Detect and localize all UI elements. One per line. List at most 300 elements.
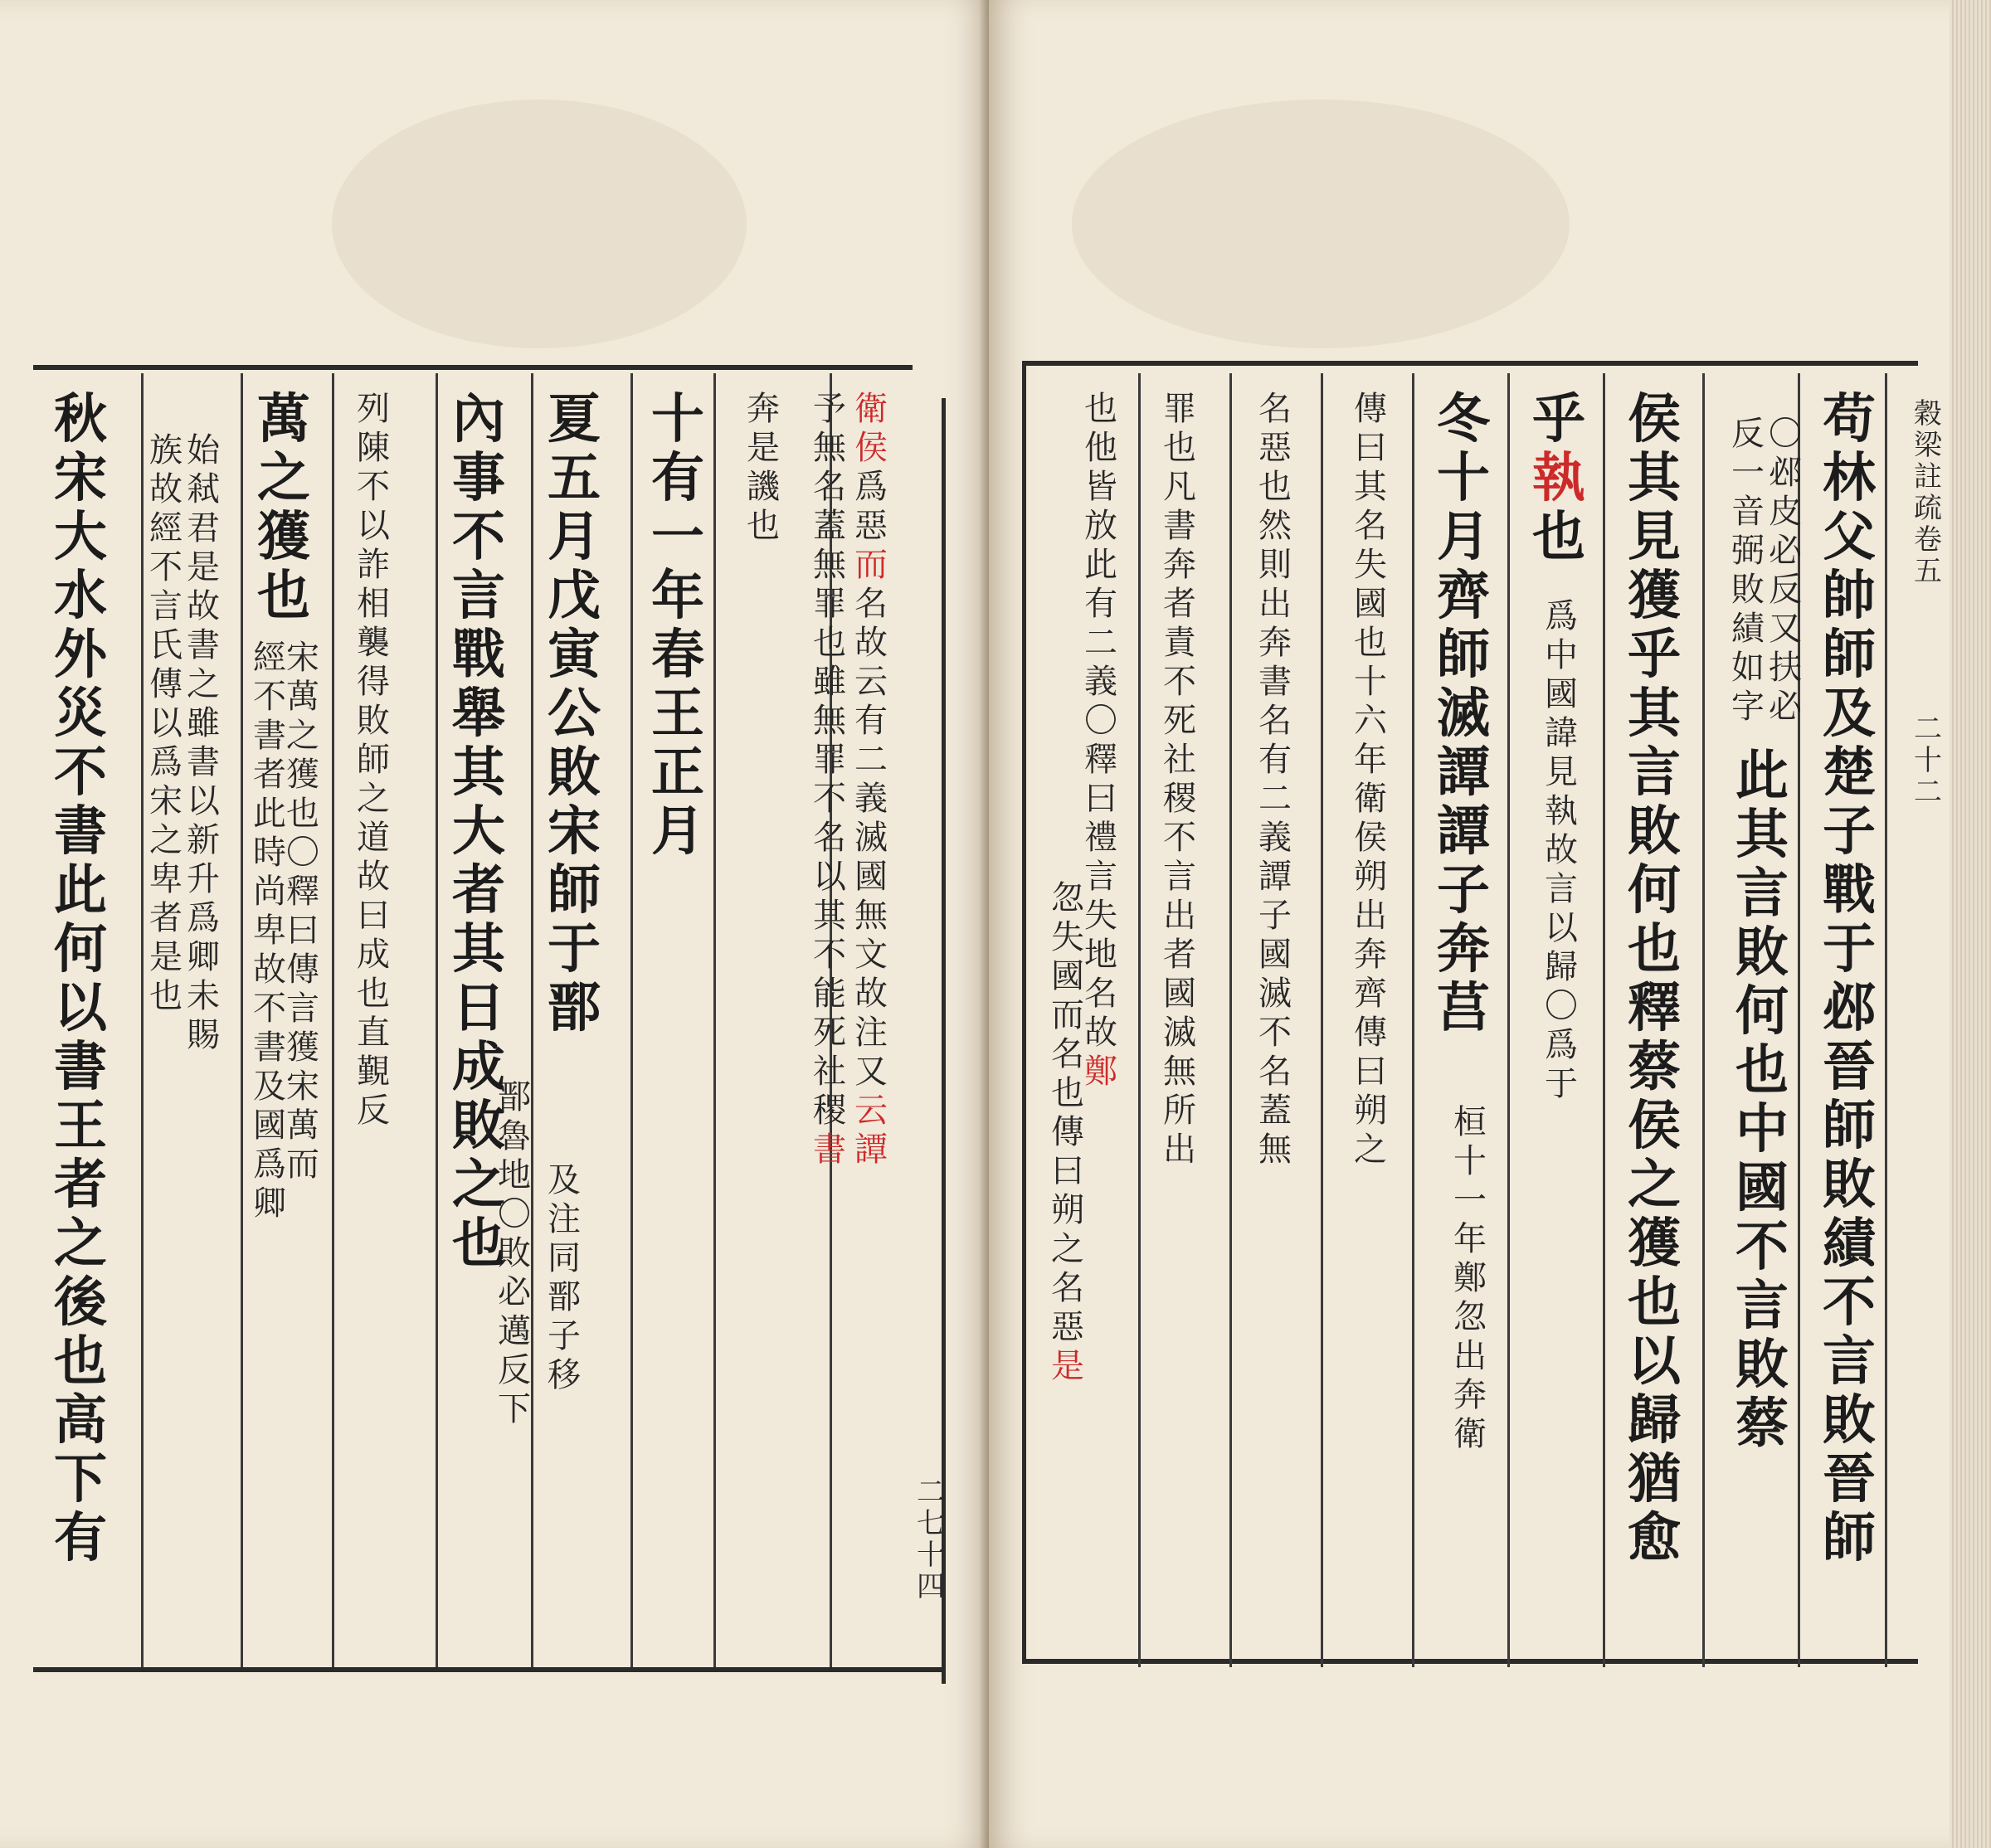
char: 日	[452, 977, 505, 1039]
char: 曰	[1084, 780, 1117, 818]
char: 〇	[286, 834, 319, 872]
char: 出	[1453, 1337, 1487, 1375]
char: 子	[548, 1317, 581, 1355]
char: 奔	[1437, 918, 1490, 980]
char: 名	[854, 585, 888, 623]
char: 及	[1823, 683, 1876, 745]
text-column-7	[548, 1161, 581, 1395]
char: 後	[54, 1272, 107, 1334]
char: 相	[357, 585, 390, 623]
char: 國	[1163, 975, 1196, 1013]
char: 卿	[187, 938, 220, 976]
char: 文	[854, 936, 888, 974]
text-column-10	[257, 390, 310, 625]
char: 及	[548, 1161, 581, 1199]
char: 以	[54, 977, 107, 1039]
left-bottom-border	[33, 1667, 946, 1672]
char: 〇	[1084, 702, 1117, 740]
char: 傳	[1354, 1014, 1387, 1052]
char: 以	[187, 782, 220, 820]
char: 名	[813, 468, 846, 506]
column-rule	[1138, 373, 1141, 1667]
char: 必	[498, 1273, 531, 1311]
char: 一	[651, 506, 704, 568]
char: 于	[1545, 1065, 1578, 1103]
text-column-r3	[1731, 415, 1765, 727]
char: 言	[1735, 863, 1789, 925]
char: 失	[1051, 918, 1084, 956]
char: 執	[1532, 447, 1585, 509]
char: 言	[1735, 1275, 1789, 1337]
char: 得	[357, 663, 390, 701]
char: 乎	[1628, 624, 1681, 686]
char: 其	[452, 918, 505, 980]
char: 言	[149, 587, 183, 625]
char: 反	[357, 1092, 390, 1130]
char: 尚	[253, 873, 286, 911]
char: 林	[1823, 447, 1876, 509]
char: 奔	[1453, 1376, 1487, 1414]
column-rule	[1229, 373, 1232, 1667]
char: 曰	[1354, 429, 1387, 467]
char: 名	[813, 819, 846, 857]
char: 鄭	[1084, 1053, 1117, 1091]
char: 王	[54, 1095, 107, 1157]
char: 滅	[1258, 975, 1292, 1013]
char: 于	[548, 918, 601, 980]
char: 忽	[1051, 879, 1084, 917]
margin-text	[1914, 713, 1942, 808]
margin-text	[1914, 398, 1942, 587]
char: 不	[357, 468, 390, 506]
char: 書	[1258, 663, 1292, 701]
char: 詐	[357, 546, 390, 584]
char: 曰	[357, 897, 390, 935]
right-top-border	[1022, 361, 1918, 366]
char: 未	[187, 977, 220, 1015]
char: 晉	[1823, 1036, 1876, 1098]
column-rule	[332, 373, 334, 1667]
char: 何	[1628, 859, 1681, 922]
char: 也	[1628, 918, 1681, 980]
char: 衛	[1354, 780, 1387, 818]
char: 時	[253, 834, 286, 872]
char: 傳	[286, 951, 319, 989]
char: 宋	[286, 1067, 319, 1106]
char: 失	[1084, 897, 1117, 935]
char: 二	[854, 741, 888, 779]
char: 雖	[187, 704, 220, 742]
char: 齊	[1354, 975, 1387, 1013]
char: 晉	[1823, 1448, 1876, 1510]
char: 水	[54, 565, 107, 627]
char: 有	[854, 702, 888, 740]
char: 譚	[1437, 742, 1490, 804]
text-column-8	[452, 390, 505, 1273]
char: 執	[1545, 792, 1578, 830]
char: 又	[854, 1053, 888, 1091]
char: 言	[1163, 858, 1196, 896]
text-column-r4	[1735, 746, 1789, 1453]
char: 惡	[854, 507, 888, 545]
margin-char: 七	[917, 1507, 945, 1540]
char: 出	[1258, 585, 1292, 623]
char: 獲	[286, 756, 319, 794]
column-rule	[1603, 373, 1605, 1667]
char: 賜	[187, 1016, 220, 1054]
column-rule	[1321, 373, 1323, 1667]
char: 音	[1731, 493, 1765, 531]
char: 始	[187, 431, 220, 469]
char: 以	[149, 704, 183, 742]
char: 也	[1628, 1272, 1681, 1334]
char: 地	[1084, 936, 1117, 974]
text-column-12	[253, 639, 286, 1223]
char: 故	[854, 975, 888, 1013]
right-margin-title	[1914, 398, 1942, 587]
char: 無	[1258, 1131, 1292, 1169]
char: 扶	[1769, 649, 1802, 687]
char: 五	[548, 447, 601, 509]
char: 二	[1084, 624, 1117, 662]
char: 稷	[1163, 780, 1196, 818]
char: 侯	[1628, 1095, 1681, 1157]
margin-char: 十	[917, 1539, 945, 1572]
char: 猶	[1628, 1448, 1681, 1510]
char: 侯	[1354, 819, 1387, 857]
char: 也	[1051, 1074, 1084, 1112]
char: 獲	[1628, 1213, 1681, 1275]
char: 諱	[1545, 714, 1578, 752]
char: 也	[1258, 468, 1292, 506]
char: 故	[854, 624, 888, 662]
char: 不	[54, 742, 107, 804]
char: 之	[54, 1213, 107, 1275]
char: 不	[253, 990, 286, 1028]
char: 故	[187, 587, 220, 625]
char: 氏	[149, 626, 183, 664]
char: 禮	[1084, 819, 1117, 857]
char: 敗	[1823, 1154, 1876, 1216]
char: 宋	[54, 447, 107, 509]
char: 成	[452, 1036, 505, 1098]
text-column-13	[187, 431, 220, 1055]
char: 失	[1354, 546, 1387, 584]
char: 滅	[1437, 683, 1490, 745]
char: 義	[1084, 663, 1117, 701]
char: 月	[548, 506, 601, 568]
page-edges	[1950, 0, 1991, 1848]
char: 冬	[1437, 388, 1490, 450]
char: 言	[1628, 742, 1681, 804]
char: 不	[1258, 1014, 1292, 1052]
char: 無	[813, 429, 846, 467]
char: 之	[257, 447, 310, 509]
char: 魯	[498, 1117, 531, 1155]
char: 書	[187, 626, 220, 664]
char: 書	[1163, 507, 1196, 545]
char: 有	[1084, 585, 1117, 623]
char: 也	[1735, 1039, 1789, 1102]
text-column-r8	[1437, 390, 1490, 1038]
char: 侯	[1628, 388, 1681, 450]
char: 不	[1735, 1216, 1789, 1278]
char: 升	[187, 860, 220, 898]
char: 不	[813, 780, 846, 818]
char: 何	[54, 918, 107, 980]
char: 者	[54, 1154, 107, 1216]
char: 云	[854, 1092, 888, 1130]
char: 出	[1163, 897, 1196, 935]
char: 譚	[1437, 800, 1490, 863]
char: 敗	[498, 1234, 531, 1272]
char: 鄑	[548, 977, 601, 1039]
char: 十	[1437, 447, 1490, 509]
char: 社	[813, 1053, 846, 1091]
char: 下	[498, 1390, 531, 1428]
char: 以	[357, 507, 390, 545]
char: 有	[1258, 741, 1292, 779]
char: 罪	[1163, 390, 1196, 428]
char: 〇	[1769, 415, 1802, 453]
char: 新	[187, 821, 220, 859]
char: 其	[1628, 447, 1681, 509]
char: 者	[149, 899, 183, 937]
margin-char: 四	[917, 1570, 945, 1603]
text-column-r6	[1532, 390, 1585, 567]
char: 鄭	[1453, 1259, 1487, 1297]
char: 譚	[854, 1131, 888, 1169]
char: 蔡	[1628, 1036, 1681, 1098]
char: 災	[54, 683, 107, 745]
char: 〇	[498, 1195, 531, 1233]
char: 奔	[1163, 546, 1196, 584]
char: 言	[1545, 870, 1578, 908]
char: 無	[813, 702, 846, 740]
char: 國	[1258, 936, 1292, 974]
char: 書	[813, 1131, 846, 1169]
text-column-r7	[1545, 597, 1578, 1104]
char: 譏	[747, 468, 780, 506]
char: 弼	[1731, 532, 1765, 570]
char: 故	[1084, 1014, 1117, 1052]
char: 反	[1769, 571, 1802, 609]
char: 之	[149, 821, 183, 859]
char: 言	[452, 565, 505, 627]
char: 又	[1769, 610, 1802, 648]
text-column-r5	[1628, 390, 1681, 1568]
margin-char: 五	[1914, 555, 1942, 588]
char: 師	[357, 741, 390, 779]
char: 之	[286, 717, 319, 755]
char: 獲	[1628, 565, 1681, 627]
char: 年	[651, 565, 704, 627]
char: 朔	[1354, 858, 1387, 896]
char: 王	[651, 683, 704, 745]
char: 國	[1051, 957, 1084, 995]
right-bottom-border	[1022, 1659, 1918, 1664]
char: 宋	[548, 800, 601, 863]
char: 桓	[1453, 1103, 1487, 1141]
char: 名	[1051, 1269, 1084, 1307]
char: 年	[1354, 741, 1387, 779]
char: 能	[813, 975, 846, 1013]
char: 邲	[1823, 977, 1876, 1039]
char: 不	[149, 548, 183, 586]
char: 而	[854, 546, 888, 584]
char: 師	[1823, 1507, 1876, 1569]
char: 爲	[854, 468, 888, 506]
left-page	[0, 0, 989, 1848]
char: 敗	[548, 742, 601, 804]
margin-char: 穀	[1914, 397, 1942, 430]
char: 父	[1823, 506, 1876, 568]
column-rule	[1507, 373, 1510, 1667]
char: 之	[1628, 1154, 1681, 1216]
char: 也	[452, 1213, 505, 1275]
column-rule	[630, 373, 633, 1667]
text-column-r14	[1051, 879, 1084, 1386]
char: 成	[357, 936, 390, 974]
char: 滅	[854, 819, 888, 857]
char: 帥	[1823, 565, 1876, 627]
char: 出	[1163, 1131, 1196, 1169]
char: 下	[54, 1448, 107, 1510]
text-column-9	[357, 390, 390, 1131]
char: 書	[253, 1029, 286, 1067]
char: 及	[253, 1067, 286, 1106]
char: 中	[1545, 636, 1578, 674]
char: 也	[1084, 390, 1117, 428]
column-rule	[713, 373, 716, 1667]
char: 反	[1731, 415, 1765, 453]
char: 釋	[1084, 741, 1117, 779]
left-top-border	[33, 365, 913, 370]
char-wei: 衛	[854, 390, 888, 428]
char: 也	[813, 624, 846, 662]
char: 言	[286, 990, 319, 1028]
char: 道	[357, 819, 390, 857]
char: 雖	[813, 663, 846, 701]
right-page	[989, 0, 1950, 1848]
char: 此	[54, 859, 107, 922]
char: 皮	[1769, 493, 1802, 531]
char: 也	[1163, 429, 1196, 467]
char: 故	[253, 951, 286, 989]
char: 萬	[286, 678, 319, 716]
char: 也	[1532, 506, 1585, 568]
char: 奔	[1258, 624, 1292, 662]
char: 不	[1163, 819, 1196, 857]
char: 陳	[357, 429, 390, 467]
char: 莒	[1437, 977, 1490, 1039]
char: 大	[452, 800, 505, 863]
char: 爲	[149, 743, 183, 781]
margin-char: 二	[1914, 776, 1942, 809]
char: 云	[854, 663, 888, 701]
text-column-3	[747, 390, 780, 546]
char: 所	[1163, 1092, 1196, 1130]
char: 其	[1354, 468, 1387, 506]
char: 襲	[357, 624, 390, 662]
char: 師	[1823, 1095, 1876, 1157]
char: 一	[1731, 454, 1765, 492]
char: 外	[54, 624, 107, 686]
char: 國	[854, 858, 888, 896]
text-column-11	[286, 639, 319, 1184]
char: 敗	[1735, 1334, 1789, 1396]
char: 也	[357, 975, 390, 1013]
char: 卑	[149, 860, 183, 898]
char: 也	[286, 795, 319, 833]
char: 必	[1769, 688, 1802, 726]
char: 子	[1823, 800, 1876, 863]
char: 此	[253, 795, 286, 833]
char: 楚	[1823, 742, 1876, 804]
char: 覲	[357, 1053, 390, 1091]
text-column-15	[54, 390, 107, 1568]
text-column-14	[149, 431, 183, 1016]
char: 義	[1258, 819, 1292, 857]
char: 是	[1051, 1347, 1084, 1385]
char: 績	[1731, 610, 1765, 648]
char: 書	[54, 1036, 107, 1098]
char: 見	[1628, 506, 1681, 568]
left-margin-note	[917, 1476, 945, 1602]
char: 之	[1354, 1131, 1387, 1169]
char: 月	[1437, 506, 1490, 568]
char: 族	[149, 431, 183, 469]
char: 春	[651, 624, 704, 686]
char: 不	[253, 678, 286, 716]
char: 六	[1354, 702, 1387, 740]
char: 皆	[1084, 468, 1117, 506]
margin-char: 卷	[1914, 523, 1942, 557]
char: 事	[452, 447, 505, 509]
char: 注	[854, 1014, 888, 1052]
char: 爲	[1545, 597, 1578, 635]
text-column-r13	[1084, 390, 1117, 1092]
char: 其	[813, 897, 846, 935]
char: 君	[187, 509, 220, 547]
char: 子	[1437, 859, 1490, 922]
char: 曰	[1051, 1152, 1084, 1190]
char: 敗	[1735, 922, 1789, 984]
char: 曰	[1354, 1053, 1387, 1091]
char: 釋	[286, 873, 319, 911]
char: 放	[1084, 507, 1117, 545]
char: 邁	[498, 1312, 531, 1350]
char: 其	[452, 742, 505, 804]
char: 萬	[257, 388, 310, 450]
char: 師	[548, 859, 601, 922]
char: 予	[813, 390, 846, 428]
char: 者	[253, 756, 286, 794]
column-rule	[1702, 373, 1705, 1667]
text-column-1	[854, 390, 888, 1170]
char: 萬	[286, 1106, 319, 1145]
margin-char: 註	[1914, 460, 1942, 494]
char: 無	[813, 546, 846, 584]
char: 爲	[187, 899, 220, 937]
char: 秋	[54, 388, 107, 450]
char: 無	[854, 897, 888, 935]
text-column-r11	[1258, 390, 1292, 1170]
char: 蓋	[1258, 1092, 1292, 1130]
char: 奔	[747, 390, 780, 428]
char: 書	[253, 717, 286, 755]
char: 是	[187, 548, 220, 586]
